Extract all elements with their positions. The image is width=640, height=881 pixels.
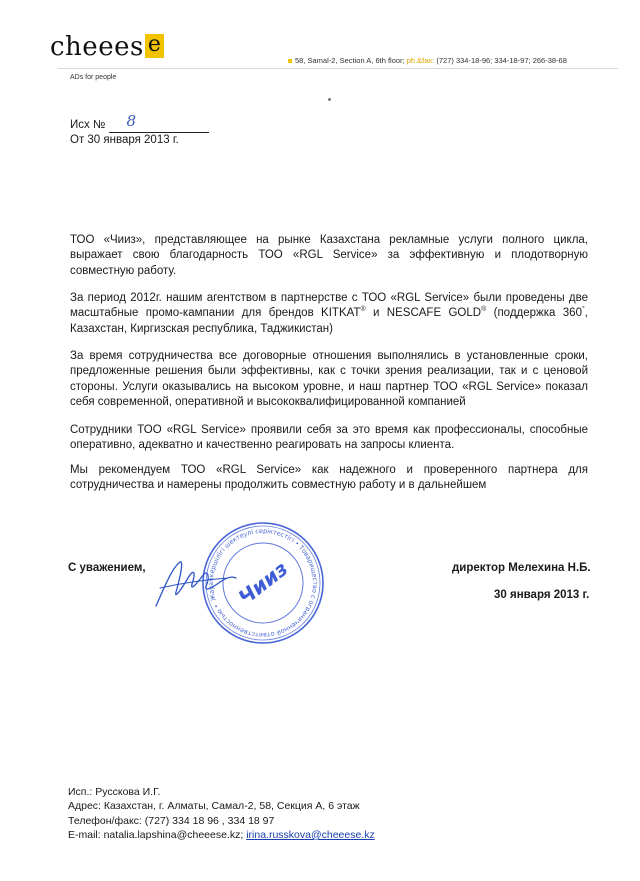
paragraph-campaigns-part-d: , Казахстан, Киргизская республика, Таджикистан) — [70, 307, 588, 335]
registered-mark: ® — [360, 306, 366, 314]
paragraph-campaigns-part-b: и NESCAFE GOLD — [365, 307, 482, 320]
paragraph-campaigns-part-a: За период 2012г. нашим агентством в партнерстве с ТОО «RGL Service» были проведены две масштабные промо-кампании для брендов KITKAT — [70, 292, 588, 320]
header-phones: (727) 334-18-96; 334-18-97; 266-38-68 — [436, 56, 567, 65]
header-address: 58, Samal-2, Section A, 6th floor; — [295, 56, 405, 65]
handwritten-signature — [150, 548, 240, 618]
footer-phone: Телефон/факс: (727) 334 18 96 , 334 18 97 — [68, 814, 275, 827]
header-contacts — [288, 56, 567, 65]
footer-email-separator: ; — [240, 828, 247, 841]
stamp-ring-text: Жауапкершілігі шектеулі серіктестігі • Товарищество с ограниченной ответственностью • — [206, 526, 320, 640]
director-name: директор Мелехина Н.Б. — [452, 562, 591, 574]
bullet-icon — [288, 59, 292, 63]
header-phone-label: ph.&fax: — [406, 56, 435, 65]
reference-label: Исх № — [70, 119, 106, 131]
logo-text: cheees — [50, 32, 144, 62]
footer-email-2-link[interactable]: irina.russkova@cheeese.kz — [246, 828, 375, 841]
paragraph-gratitude: ТОО «Чииз», представляющее на рынке Казахстана рекламные услуги полного цикла, выражает свою благодарность ТОО «RGL Service» за эффективную и плодотворную совместную работу. — [70, 234, 588, 277]
reference-number-field — [109, 112, 209, 133]
paragraph-recommendation: Мы рекомендуем ТОО «RGL Service» как надежного и проверенного партнера для сотрудничества и намерены продолжить совместную работу и в дальнейшем — [70, 464, 588, 492]
footer-email-1: natalia.lapshina@cheeese.kz — [103, 828, 241, 841]
company-logo — [50, 34, 164, 62]
closing-phrase: С уважением, — [68, 562, 146, 574]
paragraph-cooperation: За время сотрудничества все договорные отношения выполнялись в установленные сроки, предложенные решения были эффективны, как с точки зрения реализации, так и с ценовой стороны. Услуги оказывались на высоком уровне, и наш партнер ТОО «RGL Service» показал себя современной, оперативной и высококвалифицированной компанией — [70, 350, 588, 409]
footer-executor: Исп.: Русскова И.Г. — [68, 786, 161, 798]
footer-contacts — [68, 785, 375, 842]
reference-date: От 30 января 2013 г. — [70, 134, 179, 146]
signature-date: 30 января 2013 г. — [494, 589, 590, 601]
paragraph-campaigns-part-c: (поддержка 360 — [486, 307, 582, 320]
logo-highlight-letter: e — [145, 34, 165, 58]
reference-number-handwritten: 8 — [126, 112, 137, 130]
footer-email-line — [68, 828, 375, 842]
reference-number-line — [70, 112, 209, 133]
logo-tagline: ADs for people — [70, 74, 117, 81]
paragraph-campaigns — [70, 291, 588, 337]
scan-speck — [328, 98, 331, 101]
paragraph-staff: Сотрудники ТОО «RGL Service» проявили себя за это время как профессионалы, способные оперативно, адекватно и качественно реагировать на запросы клиента. — [70, 424, 588, 452]
footer-address: Адрес: Казахстан, г. Алматы, Самал-2, 58, Секция А, 6 этаж — [68, 800, 360, 813]
reference-block — [70, 112, 209, 148]
header-divider — [58, 68, 618, 69]
registered-mark: ® — [481, 306, 487, 314]
stamp-center-text: Чииз — [233, 556, 293, 610]
footer-email-label: E-mail: — [68, 828, 104, 841]
degree-mark: ° — [581, 306, 585, 314]
